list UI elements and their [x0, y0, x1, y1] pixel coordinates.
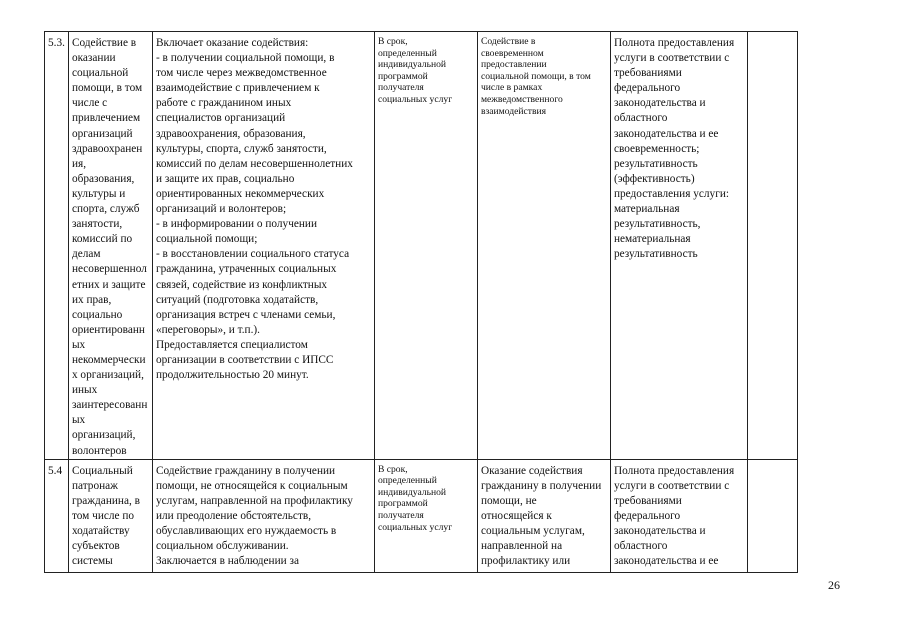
service-indicator	[477, 459, 610, 572]
service-term	[374, 32, 477, 460]
service-name-text: Социальный патронаж гражданина, в том числе по ходатайству субъектов системы	[71, 464, 140, 568]
service-extra	[747, 32, 797, 460]
service-term-text: В срок, определенный индивидуальной программой получателя социальных услуг	[377, 463, 453, 533]
row-number	[45, 459, 69, 572]
service-evaluation	[610, 32, 747, 460]
service-indicator-text: Содействие в своевременном предоставлении социальной помощи, в том числе в рамках межведомственного взаимодействия	[480, 36, 591, 117]
row-number	[45, 32, 69, 460]
row-number-text: 5.3.	[48, 37, 65, 49]
table-row	[45, 459, 798, 572]
service-description	[152, 459, 374, 572]
service-evaluation-text: Полнота предоставления услуги в соответствии с требованиями федерального законодательства и областного законодательства и ее	[613, 464, 735, 568]
service-term-text: В срок, определенный индивидуальной программой получателя социальных услуг	[377, 36, 453, 105]
service-indicator-text: Оказание содействия гражданину в получении помощи, не относящейся к социальным услугам, направленной на профилактику или	[480, 464, 602, 568]
service-evaluation	[610, 459, 747, 572]
service-name	[68, 32, 152, 460]
row-number-text: 5.4	[48, 464, 63, 477]
service-evaluation-text: Полнота предоставления услуги в соответствии с требованиями федерального законодательства и областного законодательства и ее своевременность; результативность (эффективность) предоставления услуги: материальная результативность, нематериальная результативность	[613, 37, 735, 261]
services-table	[44, 31, 798, 573]
page-number: 26	[828, 578, 840, 592]
service-name	[68, 459, 152, 572]
service-term	[374, 459, 477, 572]
service-description-text: Включает оказание содействия: - в получении социальной помощи, в том числе через межведомственное взаимодействие с привлечением к работе с гражданином иных специалистов организаций здравоохранения, образования, культуры, спорта, служб занятости, комиссий по делам несовершеннолетних и защите их прав, социально ориентированных некоммерческих организаций и волонтеров; - в информировании о получении социальной помощи; - в восстановлении социального статуса гражданина, утраченных социальных связей, содействие из конфликтных ситуаций (подготовка ходатайств, организация встреч с членами семьи, «переговоры», и т.п.). Предоставляется специалистом организации в соответствии с ИПСС продолжительностью 20 минут.	[155, 37, 353, 382]
table-row	[45, 32, 798, 460]
service-description	[152, 32, 374, 460]
service-name-text: Содействие в оказании социальной помощи, в том числе с привлечением организаций здравоохранен ия, образования, культуры и спорта, служб занятости, комиссий по делам несовершеннол етних и защите их прав, социально ориентированн ых некоммерчески х организаций, иных заинтересованн ых организаций, волонтеров	[71, 37, 148, 457]
service-extra	[747, 459, 797, 572]
service-description-text: Содействие гражданину в получении помощи, не относящейся к социальным услугам, направленной на профилактику или преодоление обстоятельств, обуславливающих его нуждаемость в социальном обслуживании. Заключается в наблюдении за	[155, 464, 353, 568]
service-indicator	[477, 32, 610, 460]
